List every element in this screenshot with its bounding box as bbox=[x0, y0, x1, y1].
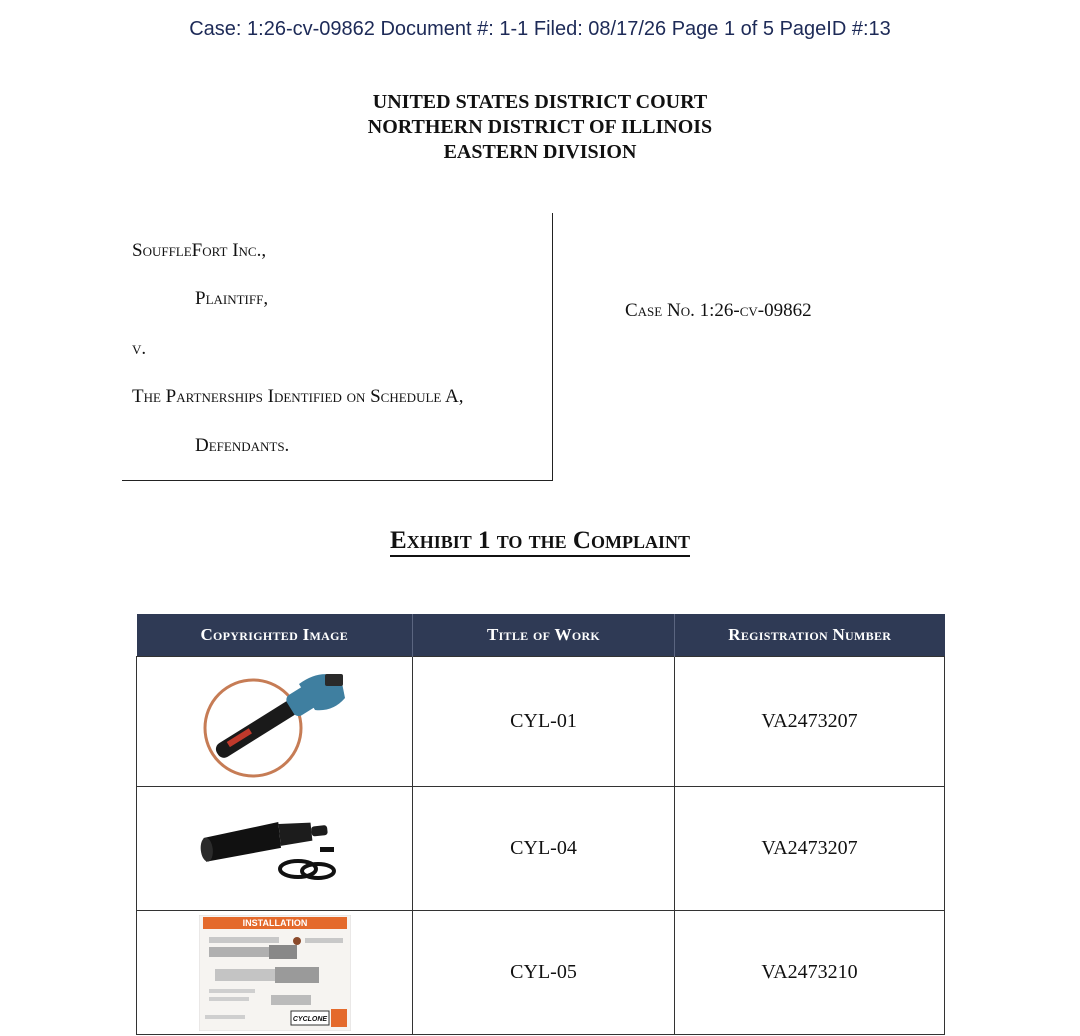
column-header-registration: Registration Number bbox=[675, 614, 945, 657]
column-header-title: Title of Work bbox=[413, 614, 675, 657]
case-number: Case No. 1:26-cv-09862 bbox=[625, 300, 812, 321]
court-name: UNITED STATES DISTRICT COURT bbox=[372, 91, 708, 113]
svg-text:INSTALLATION: INSTALLATION bbox=[242, 917, 307, 928]
exhibit-table bbox=[136, 614, 945, 1035]
title-cell: CYL-01 bbox=[413, 657, 675, 787]
image-cell bbox=[137, 911, 413, 1035]
division-name: EASTERN DIVISION bbox=[443, 141, 637, 163]
plaintiff-name: SouffleFort Inc., bbox=[132, 240, 267, 261]
registration-cell: VA2473210 bbox=[675, 911, 945, 1035]
court-heading bbox=[0, 90, 1080, 165]
table-row bbox=[137, 911, 945, 1035]
defendant-name: The Partnerships Identified on Schedule A, bbox=[132, 386, 464, 407]
filing-header: Case: 1:26-cv-09862 Document #: 1-1 Filed: 08/17/26 Page 1 of 5 PageID #:13 bbox=[189, 18, 891, 40]
column-header-image: Copyrighted Image bbox=[137, 614, 413, 657]
image-cell bbox=[137, 787, 413, 911]
district-name: NORTHERN DISTRICT OF ILLINOIS bbox=[367, 116, 713, 138]
plaintiff-role: Plaintiff, bbox=[195, 288, 269, 309]
registration-cell: VA2473207 bbox=[675, 787, 945, 911]
table-row bbox=[137, 657, 945, 787]
defendant-role: Defendants. bbox=[195, 435, 290, 456]
registration-cell: VA2473207 bbox=[675, 657, 945, 787]
installation-instructions-image bbox=[199, 915, 351, 1031]
title-cell: CYL-05 bbox=[413, 911, 675, 1035]
exhibit-title: Exhibit 1 to the Complaint bbox=[390, 527, 690, 557]
svg-text:CYCLONE: CYCLONE bbox=[292, 1015, 327, 1023]
table-header-row bbox=[137, 614, 945, 657]
black-nozzle-with-clamps-image bbox=[200, 809, 350, 889]
exhibit-title-wrap bbox=[0, 527, 1080, 555]
table-row bbox=[137, 787, 945, 911]
leaf-blower-with-nozzle-image bbox=[195, 664, 355, 780]
image-cell bbox=[137, 657, 413, 787]
versus-label: v. bbox=[132, 338, 147, 359]
title-cell: CYL-04 bbox=[413, 787, 675, 911]
